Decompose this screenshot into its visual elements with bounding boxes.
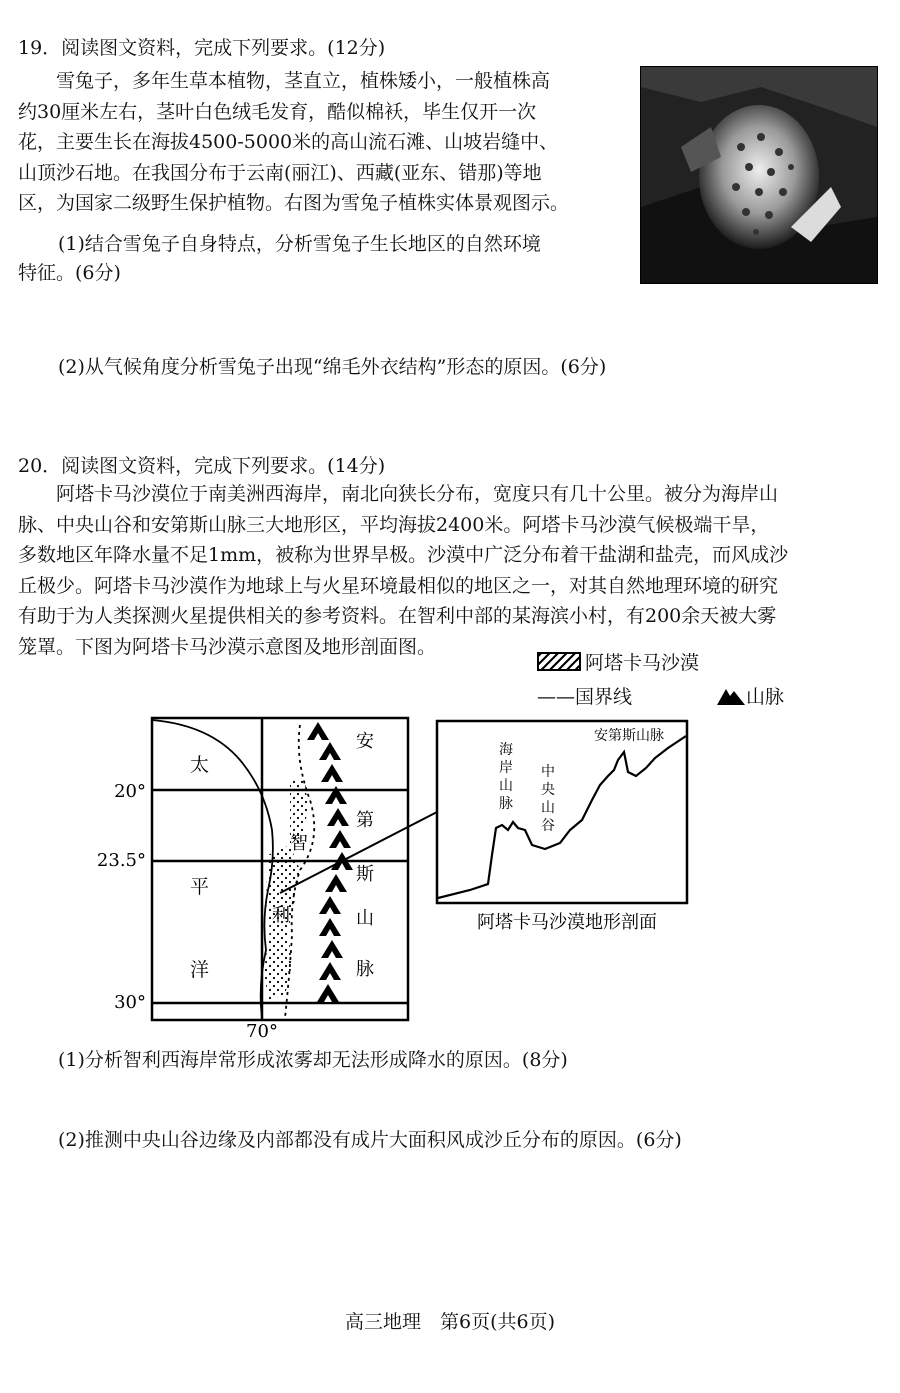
ocean-char: 太 xyxy=(190,754,210,776)
q19-title: 19．阅读图文资料，完成下列要求。(12分) xyxy=(18,37,386,59)
q20-line: 丘极少。阿塔卡马沙漠作为地球上与火星环境最相似的地区之一，对其自然地理环境的研究 xyxy=(18,574,779,597)
q20-line: 阿塔卡马沙漠位于南美洲西海岸，南北向狭长分布，宽度只有几十公里。被分为海岸山 xyxy=(56,483,779,505)
andes-char: 第 xyxy=(356,810,374,831)
q19-line: 约30厘米左右，茎叶白色绒毛发育，酷似棉袄，毕生仅开一次 xyxy=(18,100,537,123)
legend-border: ——国界线 xyxy=(537,686,633,708)
profile-frame xyxy=(437,721,687,903)
q20-title: 20．阅读图文资料，完成下列要求。(14分) xyxy=(18,455,386,477)
q19-line: 山顶沙石地。在我国分布于云南(丽江)、西藏(亚东、错那)等地 xyxy=(18,161,542,184)
lat-label-23-5: 23.5° xyxy=(96,850,146,871)
q19-sub1-line1: (1)结合雪兔子自身特点，分析雪兔子生长地区的自然环境 xyxy=(58,233,541,255)
coast-range-char: 脉 xyxy=(499,796,513,812)
desert-hatch-swatch xyxy=(537,652,581,671)
q20-passage xyxy=(18,479,880,662)
country-char: 利 xyxy=(272,905,290,926)
q19-sub2: (2)从气候角度分析雪兔子出现“绵毛外衣结构”形态的原因。(6分) xyxy=(58,356,607,378)
andes-profile-label: 安第斯山脉 xyxy=(594,728,664,744)
q19-sub1-line2: 特征。(6分) xyxy=(18,262,121,284)
coastline xyxy=(152,720,273,1018)
country-char: 智 xyxy=(290,833,308,854)
q19-line: 区，为国家二级野生保护植物。右图为雪兔子植株实体景观图示。 xyxy=(18,192,570,214)
coast-range-char: 山 xyxy=(499,778,513,794)
central-valley-char: 中 xyxy=(541,764,555,780)
q20-line: 脉、中央山谷和安第斯山脉三大地形区，平均海拔2400米。阿塔卡马沙漠气候极端干旱， xyxy=(18,513,770,536)
q20-sub1: (1)分析智利西海岸常形成浓雾却无法形成降水的原因。(8分) xyxy=(58,1049,568,1071)
q20-line: 多数地区年降水量不足1mm，被称为世界旱极。沙漠中广泛分布着干盐湖和盐壳，而风成沙 xyxy=(18,544,789,566)
snow-lotus-photo xyxy=(640,66,878,284)
mountain-icon xyxy=(716,686,746,706)
legend-desert-label: 阿塔卡马沙漠 xyxy=(585,652,700,674)
q19-line: 花，主要生长在海拔4500-5000米的高山流石滩、山坡岩缝中、 xyxy=(18,131,559,153)
andes-char: 山 xyxy=(356,908,374,929)
q20-sub2: (2)推测中央山谷边缘及内部都没有成片大面积风成沙丘分布的原因。(6分) xyxy=(58,1129,682,1151)
q20-line: 笼罩。下图为阿塔卡马沙漠示意图及地形剖面图。 xyxy=(18,635,437,658)
lon-label-70: 70° xyxy=(246,1021,278,1042)
atacama-map-figure xyxy=(96,712,700,1042)
ocean-char: 平 xyxy=(190,876,210,898)
coast-range-char: 岸 xyxy=(499,760,513,776)
central-valley-char: 山 xyxy=(541,800,555,816)
central-valley-char: 央 xyxy=(541,782,555,798)
andes-char: 脉 xyxy=(356,959,374,980)
lat-label-20: 20° xyxy=(114,781,146,802)
legend-mountain xyxy=(716,684,784,710)
central-valley-char: 谷 xyxy=(541,818,555,834)
ocean-char: 洋 xyxy=(190,959,210,981)
lat-label-30: 30° xyxy=(114,992,146,1013)
legend-mountain-label: 山脉 xyxy=(746,686,785,708)
q19-passage xyxy=(18,66,618,219)
coast-range-char: 海 xyxy=(499,742,513,758)
page-footer: 高三地理 第6页(共6页) xyxy=(344,1311,555,1333)
legend-desert xyxy=(537,650,699,676)
q19-line: 雪兔子，多年生草本植物，茎直立，植株矮小，一般植株高 xyxy=(56,70,551,92)
profile-caption: 阿塔卡马沙漠地形剖面 xyxy=(477,912,657,933)
andes-char: 斯 xyxy=(356,864,374,885)
andes-char: 安 xyxy=(356,731,374,752)
q20-line: 有助于为人类探测火星提供相关的参考资料。在智利中部的某海滨小村，有200余天被大雾 xyxy=(18,605,777,627)
